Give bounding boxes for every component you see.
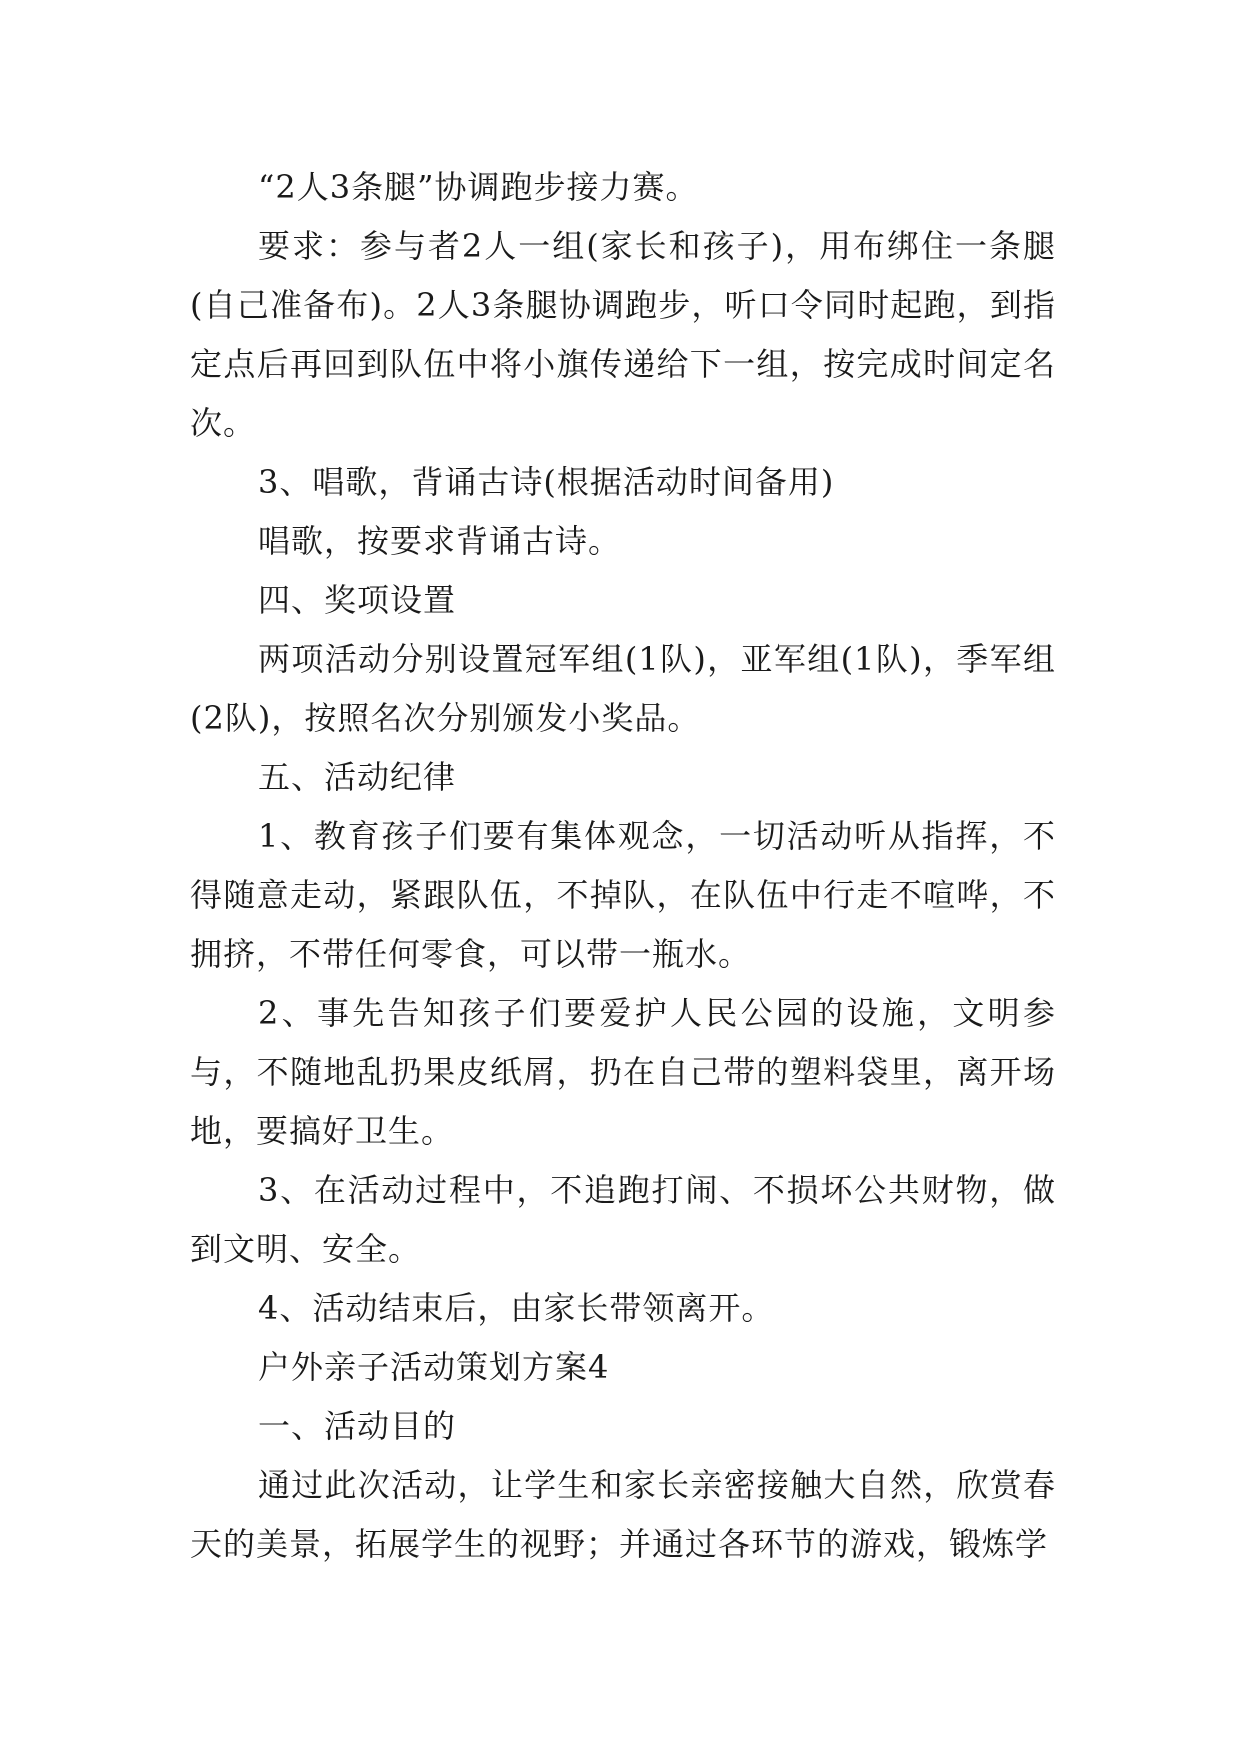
paragraph-purpose-heading: 一、活动目的 xyxy=(258,1407,457,1445)
document-body xyxy=(190,158,1056,1574)
paragraph-awards-heading: 四、奖项设置 xyxy=(258,581,457,619)
paragraph-singing-heading: 3、唱歌，背诵古诗(根据活动时间备用) xyxy=(258,463,835,501)
paragraph-discipline-rule-4: 4、活动结束后，由家长带领离开。 xyxy=(258,1289,775,1327)
paragraph-relay-requirements: 要求：参与者2人一组(家长和孩子)，用布绑住一条腿(自己准备布)。2人3条腿协调跑步，听口令同时起跑，到指定点后再回到队伍中将小旗传递给下一组，按完成时间定名次。 xyxy=(190,227,1056,442)
paragraph-purpose-detail: 通过此次活动，让学生和家长亲密接触大自然，欣赏春天的美景，拓展学生的视野；并通过各环节的游戏，锻炼学 xyxy=(190,1466,1056,1563)
paragraph-plan-4-title: 户外亲子活动策划方案4 xyxy=(258,1348,610,1386)
paragraph-singing-detail: 唱歌，按要求背诵古诗。 xyxy=(258,522,622,560)
paragraph-discipline-heading: 五、活动纪律 xyxy=(258,758,457,796)
paragraph-discipline-rule-2: 2、事先告知孩子们要爱护人民公园的设施，文明参与，不随地乱扔果皮纸屑，扔在自己带的塑料袋里，离开场地，要搞好卫生。 xyxy=(190,994,1056,1150)
paragraph-discipline-rule-1: 1、教育孩子们要有集体观念，一切活动听从指挥，不得随意走动，紧跟队伍，不掉队，在队伍中行走不喧哗，不拥挤，不带任何零食，可以带一瓶水。 xyxy=(190,817,1056,973)
paragraph-discipline-rule-3: 3、在活动过程中，不追跑打闹、不损坏公共财物，做到文明、安全。 xyxy=(190,1171,1056,1268)
paragraph-awards-detail: 两项活动分别设置冠军组(1队)，亚军组(1队)，季军组(2队)，按照名次分别颁发小奖品。 xyxy=(190,640,1056,737)
paragraph-relay-race-title: “2人3条腿”协调跑步接力赛。 xyxy=(258,168,699,206)
